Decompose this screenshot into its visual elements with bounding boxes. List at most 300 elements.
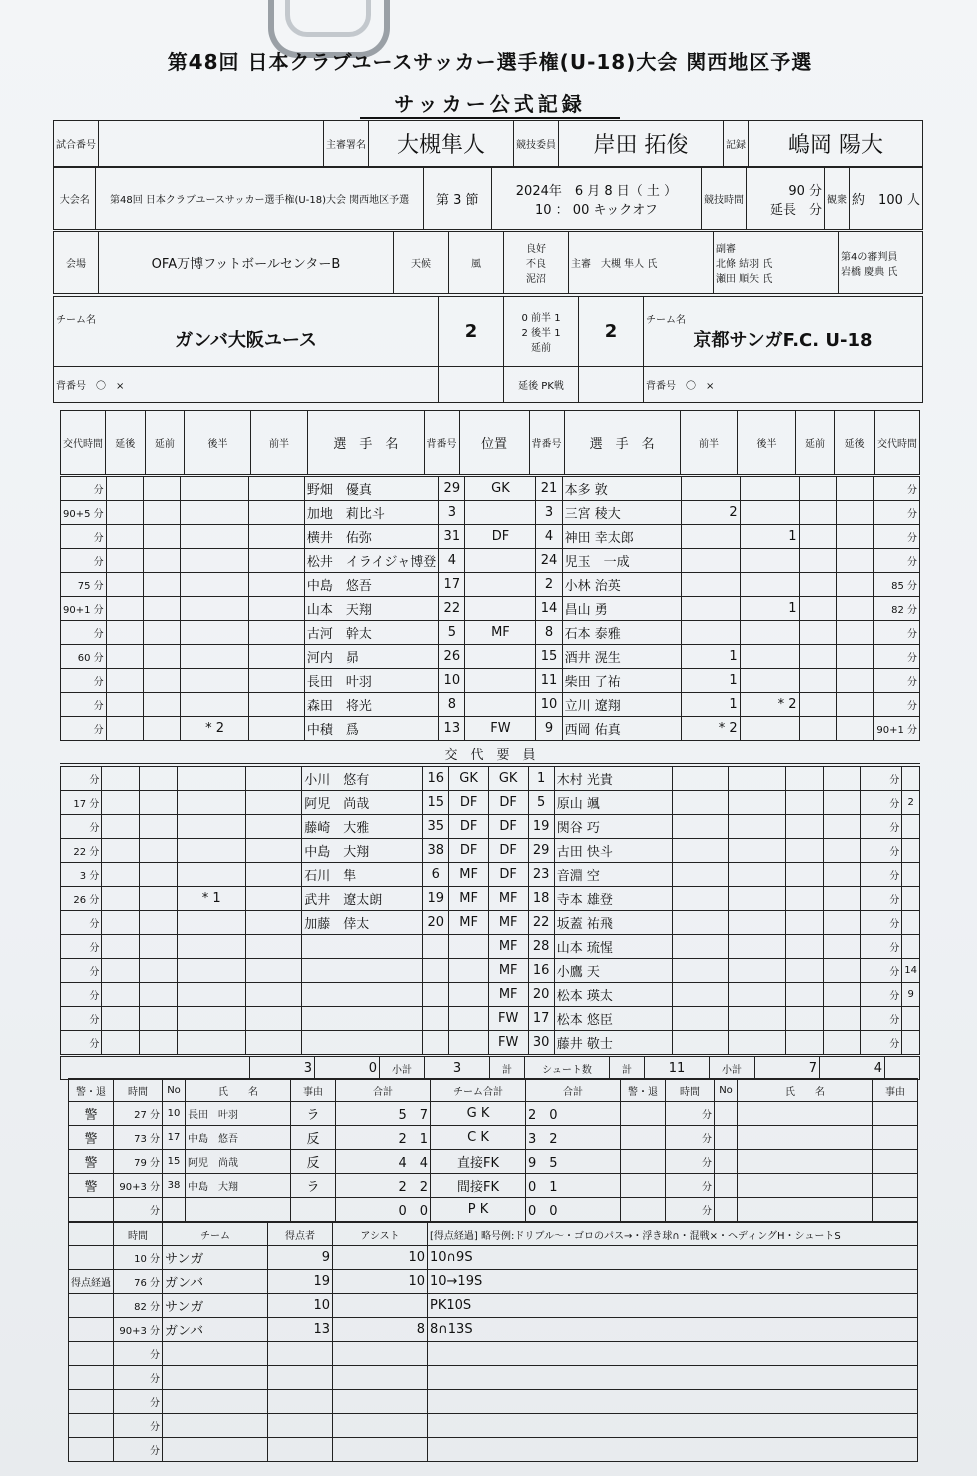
home-sub-number: 15 bbox=[423, 791, 449, 815]
goals-table bbox=[68, 1222, 918, 1462]
goal-section-label bbox=[69, 1438, 114, 1462]
card-name-head: 氏 名 bbox=[738, 1079, 873, 1102]
goal-desc: 8∩13S bbox=[428, 1318, 918, 1342]
home-et-after bbox=[102, 983, 140, 1007]
away-et-before bbox=[785, 839, 823, 863]
duration-cell bbox=[747, 168, 825, 230]
goal-assist: 8 bbox=[333, 1318, 428, 1342]
away-sub-number: 22 bbox=[528, 911, 554, 935]
goal-desc bbox=[428, 1390, 918, 1414]
home-shots-second bbox=[177, 911, 245, 935]
home-shots-first bbox=[245, 791, 302, 815]
away-et-before bbox=[785, 1031, 823, 1055]
away-sub-number: 23 bbox=[528, 863, 554, 887]
home-et-before bbox=[140, 983, 178, 1007]
goal-assist bbox=[333, 1438, 428, 1462]
away-shots-second bbox=[740, 621, 799, 645]
goal-time: 76 分 bbox=[114, 1270, 163, 1294]
home-shots-second bbox=[177, 983, 245, 1007]
home-sub-pos: MF bbox=[449, 911, 488, 935]
home-shots-second bbox=[177, 815, 245, 839]
home-et-before bbox=[140, 911, 178, 935]
home-et-after bbox=[102, 959, 140, 983]
away-card-no bbox=[715, 1102, 738, 1126]
home-et-after bbox=[102, 839, 140, 863]
home-shots-second bbox=[181, 573, 248, 597]
home-shots-second bbox=[181, 549, 248, 573]
away-shots-first: 1 bbox=[681, 693, 740, 717]
home-sub-name bbox=[302, 935, 423, 959]
home-et-after bbox=[102, 791, 140, 815]
home-player-name: 横井 佑弥 bbox=[304, 525, 438, 549]
away-shots-second bbox=[740, 573, 799, 597]
away-sub-number: 30 bbox=[528, 1031, 554, 1055]
away-card-type bbox=[621, 1174, 666, 1198]
away-team-label: チーム名 bbox=[646, 315, 686, 326]
spectators: 約 100 人 bbox=[850, 168, 923, 230]
home-et-before bbox=[144, 597, 181, 621]
goal-scorer: 9 bbox=[268, 1246, 333, 1270]
away-sub-time: 分 bbox=[874, 645, 920, 669]
away-player-number: 15 bbox=[536, 645, 562, 669]
goal-time: 10 分 bbox=[114, 1246, 163, 1270]
away-card-reason bbox=[873, 1198, 918, 1222]
sub-row bbox=[61, 839, 920, 863]
away-player-name: 酒井 滉生 bbox=[562, 645, 681, 669]
away-shots-second bbox=[729, 815, 786, 839]
away-et-after bbox=[836, 477, 873, 501]
card-type: 警 bbox=[69, 1174, 114, 1198]
team-total-head: チーム合計 bbox=[431, 1079, 526, 1102]
home-et-before bbox=[144, 477, 181, 501]
away-card-player bbox=[738, 1174, 873, 1198]
away-et-before bbox=[785, 959, 823, 983]
away-player-name: 児玉 一成 bbox=[562, 549, 681, 573]
home-stat: 2 1 bbox=[336, 1126, 431, 1150]
totals-table: 3 0 小計 3 計 シュート数 計 11 小計 7 4 bbox=[60, 1056, 920, 1080]
away-sub-number: 1 bbox=[528, 767, 554, 791]
home-kit: 背番号 〇 × bbox=[54, 367, 439, 403]
goal-assist bbox=[333, 1342, 428, 1366]
sum-head: 合計 bbox=[336, 1079, 431, 1102]
ar2: 瀬田 順矢 氏 bbox=[716, 274, 773, 285]
away-sub-in bbox=[902, 767, 920, 791]
away-player-number: 4 bbox=[536, 525, 562, 549]
card-player: 中島 大翔 bbox=[186, 1174, 291, 1198]
goal-row bbox=[69, 1318, 918, 1342]
away-et-before bbox=[799, 597, 836, 621]
away-et-before bbox=[799, 621, 836, 645]
sub-row bbox=[61, 767, 920, 791]
away-et-after bbox=[836, 525, 873, 549]
goal-scorer: 10 bbox=[268, 1294, 333, 1318]
home-sub-time: 分 bbox=[61, 815, 102, 839]
home-player-number: 31 bbox=[439, 525, 465, 549]
away-sub-in bbox=[902, 1031, 920, 1055]
sheet-title: 第48回 日本クラブユースサッカー選手権(U-18)大会 関西地区予選 bbox=[167, 50, 813, 74]
home-player-name: 河内 昴 bbox=[304, 645, 438, 669]
pitch-good: 良好 bbox=[526, 244, 546, 255]
home-shots-first bbox=[245, 839, 302, 863]
starter-row bbox=[61, 501, 920, 525]
sub-row bbox=[61, 863, 920, 887]
card-stat-row bbox=[69, 1126, 918, 1150]
card-time-head: 時間 bbox=[666, 1079, 715, 1102]
away-team: 京都サンガF.C. U-18 bbox=[693, 330, 873, 351]
home-shots-second bbox=[177, 1007, 245, 1031]
goal-desc bbox=[428, 1342, 918, 1366]
goal-assist bbox=[333, 1366, 428, 1390]
away-sub-name: 寺本 雄登 bbox=[554, 887, 672, 911]
position: FW bbox=[465, 717, 536, 741]
home-et-after bbox=[106, 693, 143, 717]
card-time-head: 時間 bbox=[114, 1079, 163, 1102]
away-et-after bbox=[823, 959, 861, 983]
home-sub-time: 分 bbox=[61, 525, 107, 549]
home-sub-pos bbox=[449, 983, 488, 1007]
away-et-after bbox=[823, 839, 861, 863]
position: GK bbox=[465, 477, 536, 501]
starters-table bbox=[60, 476, 920, 741]
away-et-before bbox=[799, 645, 836, 669]
away-player-number: 14 bbox=[536, 597, 562, 621]
goal-section-label bbox=[69, 1366, 114, 1390]
home-shots-first bbox=[248, 501, 304, 525]
card-player: 中島 悠吾 bbox=[186, 1126, 291, 1150]
away-sub-name: 坂蓋 祐飛 bbox=[554, 911, 672, 935]
away-sub-pos: DF bbox=[488, 839, 528, 863]
section: 第 3 節 bbox=[423, 168, 491, 230]
card-name-head: 氏 名 bbox=[186, 1079, 291, 1102]
away-player-name: 三宮 稜大 bbox=[562, 501, 681, 525]
goal-time: 分 bbox=[114, 1342, 163, 1366]
away-card-no bbox=[715, 1150, 738, 1174]
away-sub-time: 分 bbox=[861, 767, 902, 791]
away-card-reason bbox=[873, 1102, 918, 1126]
away-sub-pos: DF bbox=[488, 815, 528, 839]
home-sub-time: 75 分 bbox=[61, 573, 107, 597]
away-sub-number: 5 bbox=[528, 791, 554, 815]
lineup-header: 交代時間 延後 延前 後半 前半 選 手 名 背番号 位置 背番号 選 手 名 前半 後半 延前 延後 交代時間 bbox=[60, 410, 920, 475]
home-sub-name: 藤崎 大雅 bbox=[302, 815, 423, 839]
away-card-type bbox=[621, 1126, 666, 1150]
goal-team bbox=[163, 1342, 268, 1366]
away-sub-pos: FW bbox=[488, 1031, 528, 1055]
goal-row bbox=[69, 1438, 918, 1462]
starter-row bbox=[61, 477, 920, 501]
card-reason-head: 事由 bbox=[873, 1079, 918, 1102]
home-shots-first bbox=[248, 645, 304, 669]
away-card-no bbox=[715, 1174, 738, 1198]
away-sub-time: 分 bbox=[861, 863, 902, 887]
away-sub-time: 分 bbox=[874, 501, 920, 525]
home-sub-pos bbox=[449, 959, 488, 983]
sub-row bbox=[61, 1031, 920, 1055]
home-et-after bbox=[106, 645, 143, 669]
home-sub-name: 小川 悠有 bbox=[302, 767, 423, 791]
away-card-time: 分 bbox=[666, 1150, 715, 1174]
goal-desc bbox=[428, 1366, 918, 1390]
home-sub-time: 分 bbox=[61, 621, 107, 645]
home-shots-first bbox=[245, 863, 302, 887]
away-sub-name: 関谷 巧 bbox=[554, 815, 672, 839]
away-card-player bbox=[738, 1102, 873, 1126]
home-sub-time: 分 bbox=[61, 693, 107, 717]
away-sub-pos: DF bbox=[488, 863, 528, 887]
home-sub-time: 分 bbox=[61, 549, 107, 573]
goal-scorer bbox=[268, 1366, 333, 1390]
starter-row bbox=[61, 693, 920, 717]
away-shots-second bbox=[740, 669, 799, 693]
goal-team: ガンバ bbox=[163, 1318, 268, 1342]
away-player-number: 21 bbox=[536, 477, 562, 501]
home-et-after bbox=[102, 935, 140, 959]
home-shots-first bbox=[248, 621, 304, 645]
goal-desc bbox=[428, 1414, 918, 1438]
position: DF bbox=[465, 525, 536, 549]
home-et-before bbox=[140, 887, 178, 911]
sub-row bbox=[61, 935, 920, 959]
stat-label: G K bbox=[431, 1102, 526, 1126]
home-player-number: 26 bbox=[439, 645, 465, 669]
fourth-official bbox=[839, 232, 923, 294]
home-sub-pos: MF bbox=[449, 887, 488, 911]
goal-time: 分 bbox=[114, 1438, 163, 1462]
away-player-number: 11 bbox=[536, 669, 562, 693]
away-sub-pos: GK bbox=[488, 767, 528, 791]
home-sub-number bbox=[423, 959, 449, 983]
card-no bbox=[163, 1198, 186, 1222]
home-et-after bbox=[102, 1007, 140, 1031]
away-shots-second bbox=[729, 791, 786, 815]
goal-team bbox=[163, 1438, 268, 1462]
home-sub-time: 分 bbox=[61, 983, 102, 1007]
home-sub-pos: DF bbox=[449, 815, 488, 839]
away-sub-in bbox=[902, 935, 920, 959]
away-et-before bbox=[799, 501, 836, 525]
subs-table bbox=[60, 766, 920, 1055]
venue-table bbox=[53, 231, 923, 294]
away-sub-number: 29 bbox=[528, 839, 554, 863]
card-player bbox=[186, 1198, 291, 1222]
home-shots-first bbox=[245, 887, 302, 911]
goal-scorer bbox=[268, 1390, 333, 1414]
away-stat: 3 2 bbox=[526, 1126, 621, 1150]
away-sub-pos: MF bbox=[488, 935, 528, 959]
goal-row bbox=[69, 1414, 918, 1438]
comp-sign: 岸田 拓俊 bbox=[559, 121, 724, 167]
away-shots-first bbox=[672, 887, 729, 911]
away-sub-in bbox=[902, 815, 920, 839]
home-player-number: 8 bbox=[439, 693, 465, 717]
away-card-time: 分 bbox=[666, 1198, 715, 1222]
away-shots-second bbox=[740, 477, 799, 501]
away-sub-name: 木村 光貴 bbox=[554, 767, 672, 791]
away-et-after bbox=[823, 983, 861, 1007]
goal-team bbox=[163, 1414, 268, 1438]
time-label: 競技時間 bbox=[702, 168, 747, 230]
home-shots-second bbox=[181, 645, 248, 669]
away-shots-second bbox=[729, 1007, 786, 1031]
home-sub-number bbox=[423, 935, 449, 959]
away-player-name: 昌山 勇 bbox=[562, 597, 681, 621]
away-player-name: 神田 幸太郎 bbox=[562, 525, 681, 549]
away-shots-first bbox=[672, 1031, 729, 1055]
home-player-number: 4 bbox=[439, 549, 465, 573]
away-player-number: 8 bbox=[536, 621, 562, 645]
ar-label: 副審 bbox=[716, 244, 736, 255]
stat-label: 直接FK bbox=[431, 1150, 526, 1174]
away-et-after bbox=[836, 549, 873, 573]
home-stat: 4 4 bbox=[336, 1150, 431, 1174]
away-et-before bbox=[785, 935, 823, 959]
away-team-cell bbox=[644, 297, 923, 367]
goal-scorer-head: 得点者 bbox=[268, 1223, 333, 1246]
fourth-label: 第4の審判員 bbox=[841, 251, 898, 263]
away-shots-second: * 2 bbox=[740, 693, 799, 717]
home-et-before bbox=[144, 501, 181, 525]
goal-time: 分 bbox=[114, 1414, 163, 1438]
away-et-after bbox=[836, 573, 873, 597]
goal-section-label bbox=[69, 1246, 114, 1270]
away-sub-time: 分 bbox=[861, 839, 902, 863]
referee: 主審 大槻 隼人 氏 bbox=[569, 232, 714, 294]
home-sub-time: 分 bbox=[61, 935, 102, 959]
away-shots-second: 1 bbox=[740, 597, 799, 621]
sheet-subtitle: サッカー公式記録 bbox=[360, 88, 620, 119]
away-et-after bbox=[823, 791, 861, 815]
starter-row bbox=[61, 717, 920, 741]
home-sub-time: 分 bbox=[61, 1007, 102, 1031]
sub-row bbox=[61, 911, 920, 935]
home-et-before bbox=[140, 791, 178, 815]
starter-row bbox=[61, 573, 920, 597]
tournament-name: 第48回 日本クラブユースサッカー選手権(U-18)大会 関西地区予選 bbox=[96, 168, 423, 230]
home-et-after bbox=[106, 525, 143, 549]
away-et-after bbox=[823, 887, 861, 911]
home-shots-first bbox=[245, 1007, 302, 1031]
away-et-before bbox=[799, 573, 836, 597]
away-et-after bbox=[836, 645, 873, 669]
home-sub-number: 35 bbox=[423, 815, 449, 839]
card-type-head: 警・退 bbox=[621, 1079, 666, 1102]
card-type-head: 警・退 bbox=[69, 1079, 114, 1102]
half1: 0 前半 1 bbox=[521, 313, 561, 324]
home-stat: 0 0 bbox=[336, 1198, 431, 1222]
goal-desc: PK10S bbox=[428, 1294, 918, 1318]
home-et-after bbox=[106, 477, 143, 501]
home-team-label: チーム名 bbox=[56, 315, 96, 326]
away-sub-time: 分 bbox=[874, 549, 920, 573]
home-team-cell bbox=[54, 297, 439, 367]
away-et-before bbox=[785, 815, 823, 839]
away-et-before bbox=[799, 717, 836, 741]
home-sub-name bbox=[302, 1007, 423, 1031]
away-card-type bbox=[621, 1198, 666, 1222]
away-sub-time: 分 bbox=[861, 935, 902, 959]
fourth-name: 岩橋 慶典 氏 bbox=[841, 266, 898, 278]
away-et-after bbox=[823, 1031, 861, 1055]
away-shots-first bbox=[672, 767, 729, 791]
away-sub-time: 85 分 bbox=[874, 573, 920, 597]
away-shots-first bbox=[672, 839, 729, 863]
card-no: 10 bbox=[163, 1102, 186, 1126]
away-et-after bbox=[823, 815, 861, 839]
away-player-name: 西岡 佑真 bbox=[562, 717, 681, 741]
home-et-before bbox=[140, 815, 178, 839]
home-sub-name: 武井 遼太朗 bbox=[302, 887, 423, 911]
away-card-reason bbox=[873, 1150, 918, 1174]
card-time: 27 分 bbox=[114, 1102, 163, 1126]
home-et-after bbox=[106, 549, 143, 573]
home-et-before bbox=[140, 1031, 178, 1055]
away-player-name: 小林 治英 bbox=[562, 573, 681, 597]
home-shots-first bbox=[245, 935, 302, 959]
home-sub-name: 中島 大翔 bbox=[302, 839, 423, 863]
match-no-value bbox=[99, 121, 324, 167]
match-no-label: 試合番号 bbox=[54, 121, 99, 167]
sub-row bbox=[61, 791, 920, 815]
card-no: 17 bbox=[163, 1126, 186, 1150]
goal-assist: 10 bbox=[333, 1270, 428, 1294]
away-shots-first bbox=[672, 1007, 729, 1031]
away-sub-number: 28 bbox=[528, 935, 554, 959]
weather: 天候 bbox=[394, 232, 449, 294]
home-sub-time: 60 分 bbox=[61, 645, 107, 669]
home-sub-name: 石川 隼 bbox=[302, 863, 423, 887]
home-et-after bbox=[106, 669, 143, 693]
home-et-after bbox=[106, 573, 143, 597]
goal-team: ガンバ bbox=[163, 1270, 268, 1294]
away-sub-time: 90+1 分 bbox=[874, 717, 920, 741]
home-sub-number: 20 bbox=[423, 911, 449, 935]
goal-section-label bbox=[69, 1318, 114, 1342]
home-team: ガンバ大阪ユース bbox=[175, 330, 317, 351]
away-shots-second bbox=[729, 839, 786, 863]
away-card-reason bbox=[873, 1174, 918, 1198]
goal-time-head: 時間 bbox=[114, 1223, 163, 1246]
kickoff-time: 10 ： 00 キックオフ bbox=[535, 202, 658, 218]
card-reason: 反 bbox=[291, 1150, 336, 1174]
goal-section-label: 得点経過 bbox=[69, 1270, 114, 1294]
home-sub-number bbox=[423, 983, 449, 1007]
starter-row bbox=[61, 621, 920, 645]
home-sub-pos: GK bbox=[449, 767, 488, 791]
goal-row bbox=[69, 1294, 918, 1318]
home-et-before bbox=[144, 621, 181, 645]
home-sub-time: 22 分 bbox=[61, 839, 102, 863]
away-shots-second bbox=[740, 501, 799, 525]
card-time: 73 分 bbox=[114, 1126, 163, 1150]
wind: 風 bbox=[449, 232, 504, 294]
home-sub-time: 分 bbox=[61, 669, 107, 693]
home-sub-name bbox=[302, 959, 423, 983]
away-et-before bbox=[799, 549, 836, 573]
home-et-after bbox=[102, 815, 140, 839]
sub-reason: 交 代 要 員 bbox=[60, 744, 920, 764]
goal-assist: 10 bbox=[333, 1246, 428, 1270]
away-shots-first: 1 bbox=[681, 669, 740, 693]
home-shots-first bbox=[245, 983, 302, 1007]
home-sub-time: 3 分 bbox=[61, 863, 102, 887]
goal-desc bbox=[428, 1438, 918, 1462]
home-sub-time: 分 bbox=[61, 767, 102, 791]
away-shots-second bbox=[729, 911, 786, 935]
chief-ref-label: 主審署名 bbox=[324, 121, 369, 167]
sum-head: 合計 bbox=[526, 1079, 621, 1102]
position bbox=[465, 669, 536, 693]
card-type bbox=[69, 1198, 114, 1222]
